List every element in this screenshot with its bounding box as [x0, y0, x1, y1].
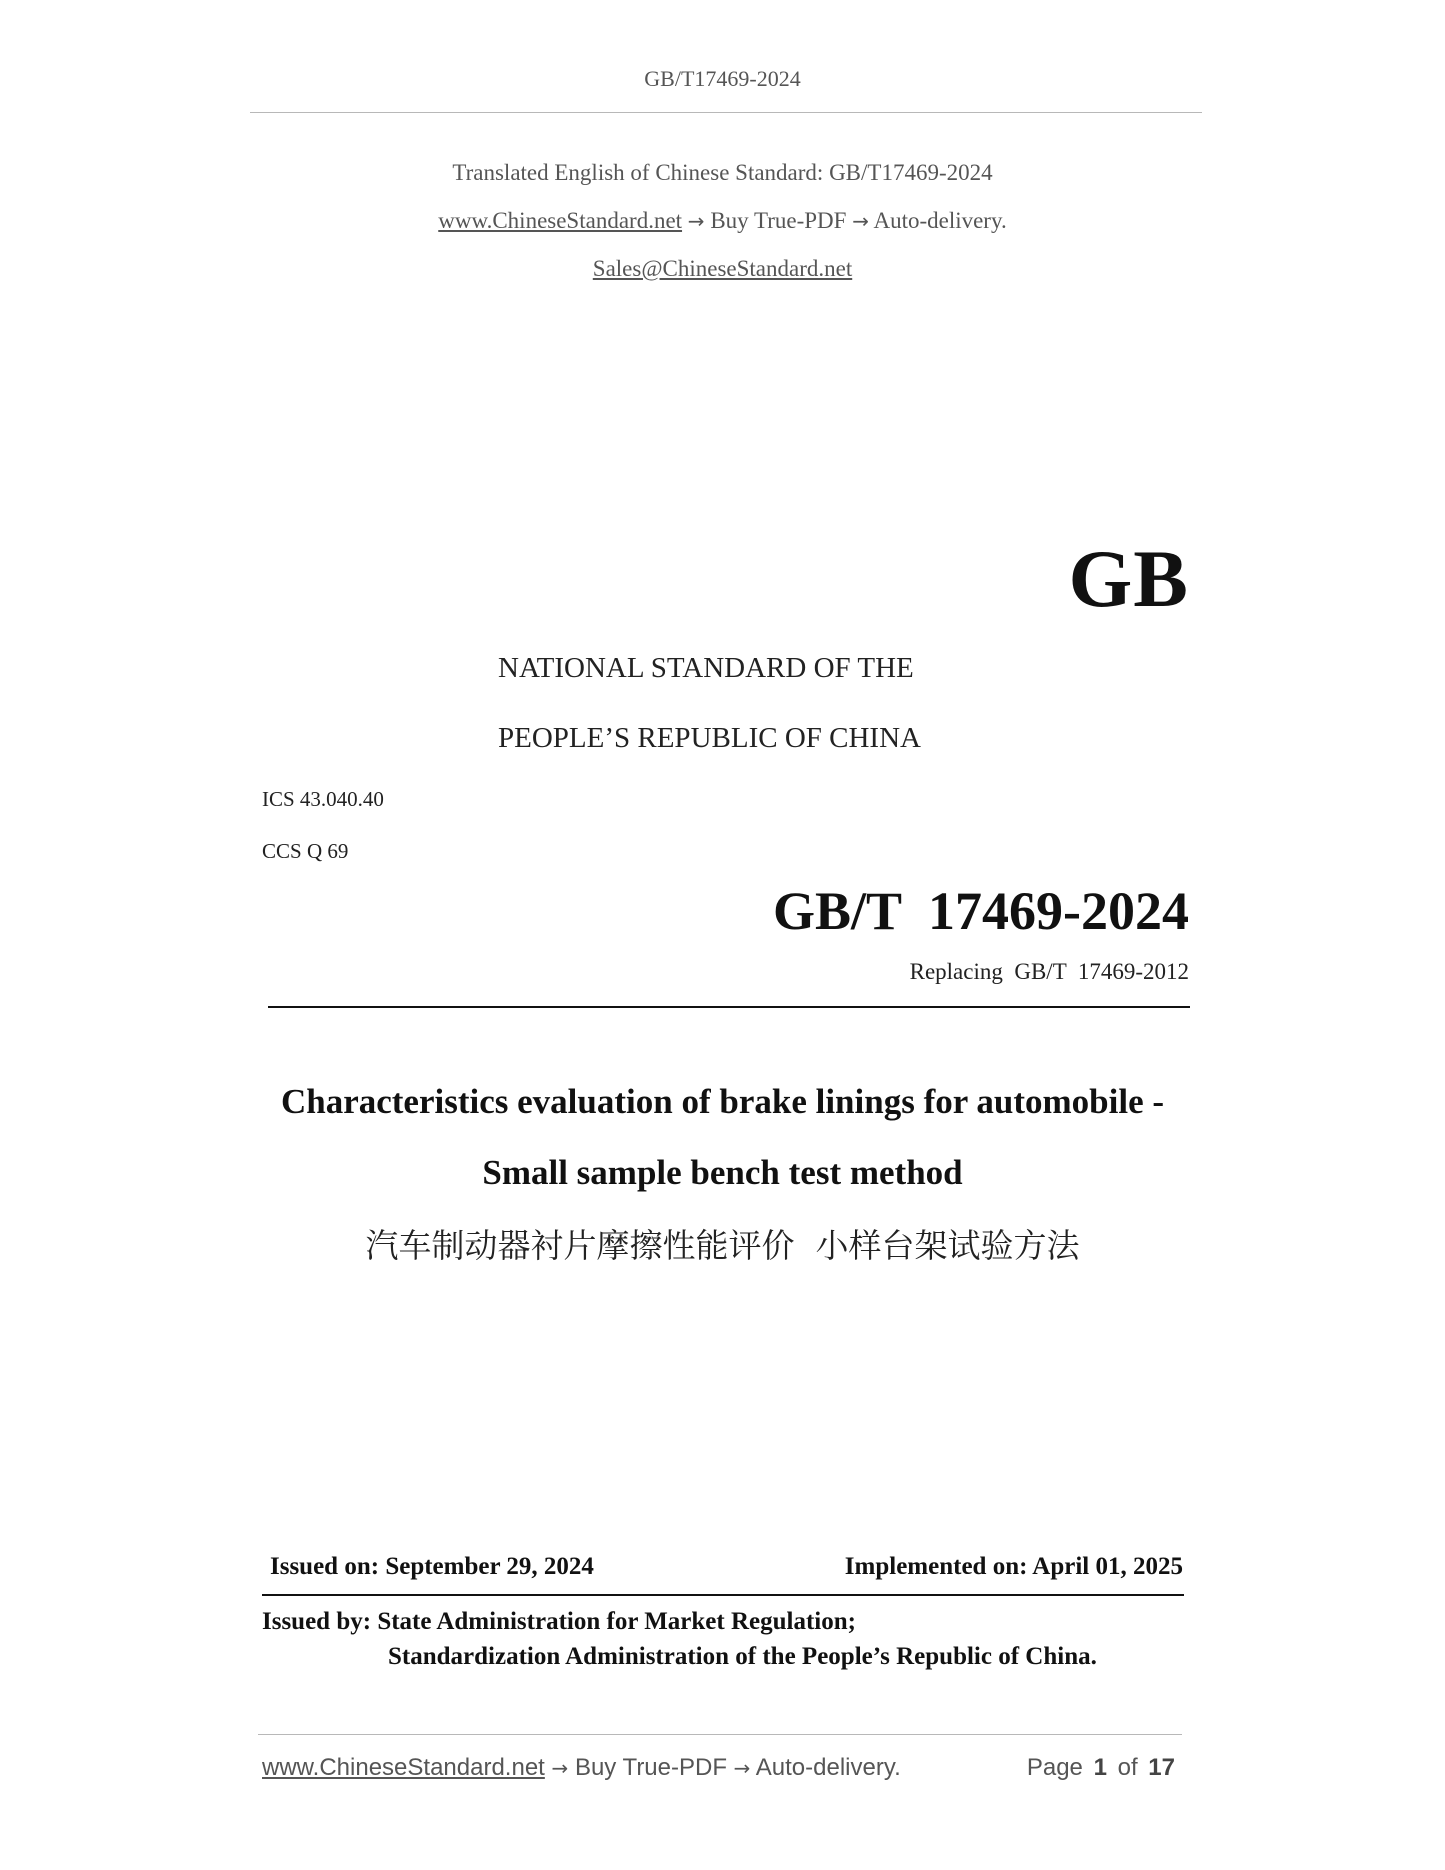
page-total: 17 [1148, 1754, 1175, 1781]
email-line [0, 256, 1445, 282]
title-divider [268, 1006, 1190, 1008]
title-english-line-1: Characteristics evaluation of brake linings for automobile - [280, 1082, 1165, 1121]
translation-notice: Translated English of Chinese Standard: GB/T17469-2024 [452, 160, 993, 185]
replacing-standard: Replacing GB/T 17469-2012 [909, 959, 1189, 984]
title-english-line-2: Small sample bench test method [482, 1153, 963, 1192]
arrow-right-icon: → [852, 209, 869, 233]
footer-site-link[interactable]: www.ChineseStandard.net [262, 1754, 545, 1781]
national-standard-line-2: PEOPLE’S REPUBLIC OF CHINA [498, 722, 921, 754]
issued-by-line-1: Issued by: State Administration for Market Regulation; [262, 1608, 856, 1635]
header-divider [250, 112, 1202, 113]
purchase-line [0, 208, 1445, 234]
footer-purchase-line [262, 1754, 901, 1782]
gb-logo-mark: GB [1068, 533, 1189, 624]
page-label: Page [1026, 1754, 1083, 1781]
national-standard-line-1: NATIONAL STANDARD OF THE [498, 652, 914, 684]
header-standard-code: GB/T17469-2024 [644, 66, 801, 91]
ccs-code: CCS Q 69 [262, 839, 349, 863]
ics-code: ICS 43.040.40 [262, 787, 384, 811]
site-link[interactable]: www.ChineseStandard.net [438, 208, 683, 233]
issued-on-date: Issued on: September 29, 2024 [270, 1553, 594, 1580]
issued-by-line-2: Standardization Administration of the People’s Republic of China. [388, 1643, 1097, 1670]
issue-divider [262, 1594, 1184, 1596]
page-current: 1 [1093, 1754, 1107, 1781]
implemented-on-date: Implemented on: April 01, 2025 [844, 1553, 1183, 1580]
sales-email-link[interactable]: Sales@ChineseStandard.net [592, 256, 853, 281]
buy-text: Buy True-PDF [710, 208, 847, 233]
footer-divider [258, 1734, 1182, 1735]
delivery-text: Auto-delivery. [873, 208, 1007, 233]
footer-buy-text: Buy True-PDF [574, 1754, 727, 1781]
page-of: of [1117, 1754, 1138, 1781]
arrow-right-icon: → [687, 209, 705, 233]
arrow-right-icon: → [733, 1756, 751, 1780]
footer-delivery-text: Auto-delivery. [755, 1754, 901, 1781]
arrow-right-icon: → [551, 1756, 569, 1780]
standard-number: GB/T 17469-2024 [772, 881, 1189, 941]
title-chinese: 汽车制动器衬片摩擦性能评价 小样台架试验方法 [365, 1226, 1080, 1265]
page-indicator [1027, 1754, 1179, 1782]
